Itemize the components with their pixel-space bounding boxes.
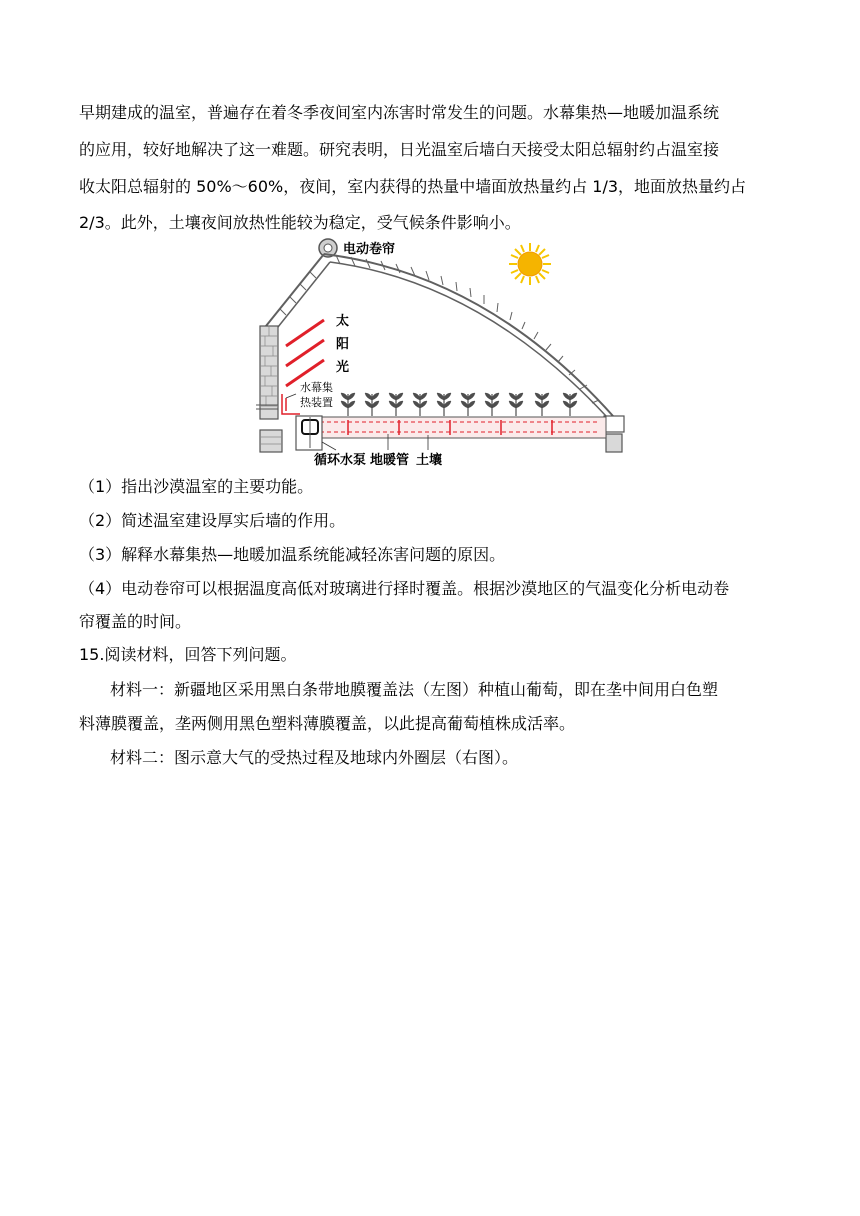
plant-icon bbox=[437, 393, 451, 416]
sunlight-label-2: 阳 bbox=[336, 337, 350, 352]
plant-icon bbox=[341, 393, 355, 416]
question-15-title: 15.阅读材料，回答下列问题。 bbox=[79, 645, 297, 664]
water-pump-icon bbox=[296, 416, 322, 450]
intro-line-1: 早期建成的温室，普遍存在着冬季夜间室内冻害时常发生的问题。水幕集热—地暖加温系统 bbox=[79, 103, 720, 122]
sunlight-label-1: 太 bbox=[336, 314, 350, 329]
material-1-line-1: 材料一：新疆地区采用黑白条带地膜覆盖法（左图）种植山葡萄，即在垄中间用白色塑 bbox=[110, 680, 719, 699]
curtain-label: 电动卷帘 bbox=[343, 242, 396, 257]
pipe-label: 地暖管 bbox=[370, 453, 410, 468]
intro-line-4: 2/3。此外，土壤夜间放热性能较为稳定，受气候条件影响小。 bbox=[79, 213, 521, 232]
plant-icon bbox=[365, 393, 379, 416]
sunlight-label-3: 光 bbox=[336, 360, 350, 375]
question-4-line-2: 帘覆盖的时间。 bbox=[79, 612, 192, 631]
soil-layer bbox=[300, 417, 606, 438]
plant-icon bbox=[563, 393, 577, 416]
plant-row bbox=[341, 393, 577, 416]
front-foundation bbox=[604, 416, 624, 452]
plant-icon bbox=[485, 393, 499, 416]
plant-icon bbox=[509, 393, 523, 416]
intro-line-2: 的应用，较好地解决了这一难题。研究表明，日光温室后墙白天接受太阳总辐射约占温室接 bbox=[79, 140, 720, 159]
back-wall bbox=[260, 326, 282, 452]
plant-icon bbox=[461, 393, 475, 416]
intro-line-3: 收太阳总辐射的 50%～60%，夜间，室内获得的热量中墙面放热量约占 1/3，地面放热量约占 bbox=[79, 177, 747, 196]
question-3: （3）解释水幕集热—地暖加温系统能减轻冻害问题的原因。 bbox=[79, 545, 506, 564]
sunlight-rays bbox=[286, 320, 324, 386]
soil-label: 土壤 bbox=[416, 453, 443, 468]
water-curtain-label-2: 热装置 bbox=[300, 396, 333, 409]
material-2: 材料二：图示意大气的受热过程及地球内外圈层（右图）。 bbox=[110, 748, 519, 767]
sun-icon bbox=[509, 243, 551, 285]
greenhouse-svg bbox=[256, 236, 630, 470]
plant-icon bbox=[413, 393, 427, 416]
question-4-line-1: （4）电动卷帘可以根据温度高低对玻璃进行择时覆盖。根据沙漠地区的气温变化分析电动卷 bbox=[79, 579, 730, 598]
water-curtain-label-1: 水幕集 bbox=[300, 381, 333, 394]
material-1-line-2: 料薄膜覆盖，垄两侧用黑色塑料薄膜覆盖，以此提高葡萄植株成活率。 bbox=[79, 714, 576, 733]
greenhouse-diagram bbox=[256, 236, 630, 470]
plant-icon bbox=[535, 393, 549, 416]
question-1: （1）指出沙漠温室的主要功能。 bbox=[79, 477, 314, 496]
water-curtain-pipe bbox=[282, 394, 300, 414]
question-2: （2）简述温室建设厚实后墙的作用。 bbox=[79, 511, 346, 530]
plant-icon bbox=[389, 393, 403, 416]
pump-label: 循环水泵 bbox=[314, 453, 367, 468]
